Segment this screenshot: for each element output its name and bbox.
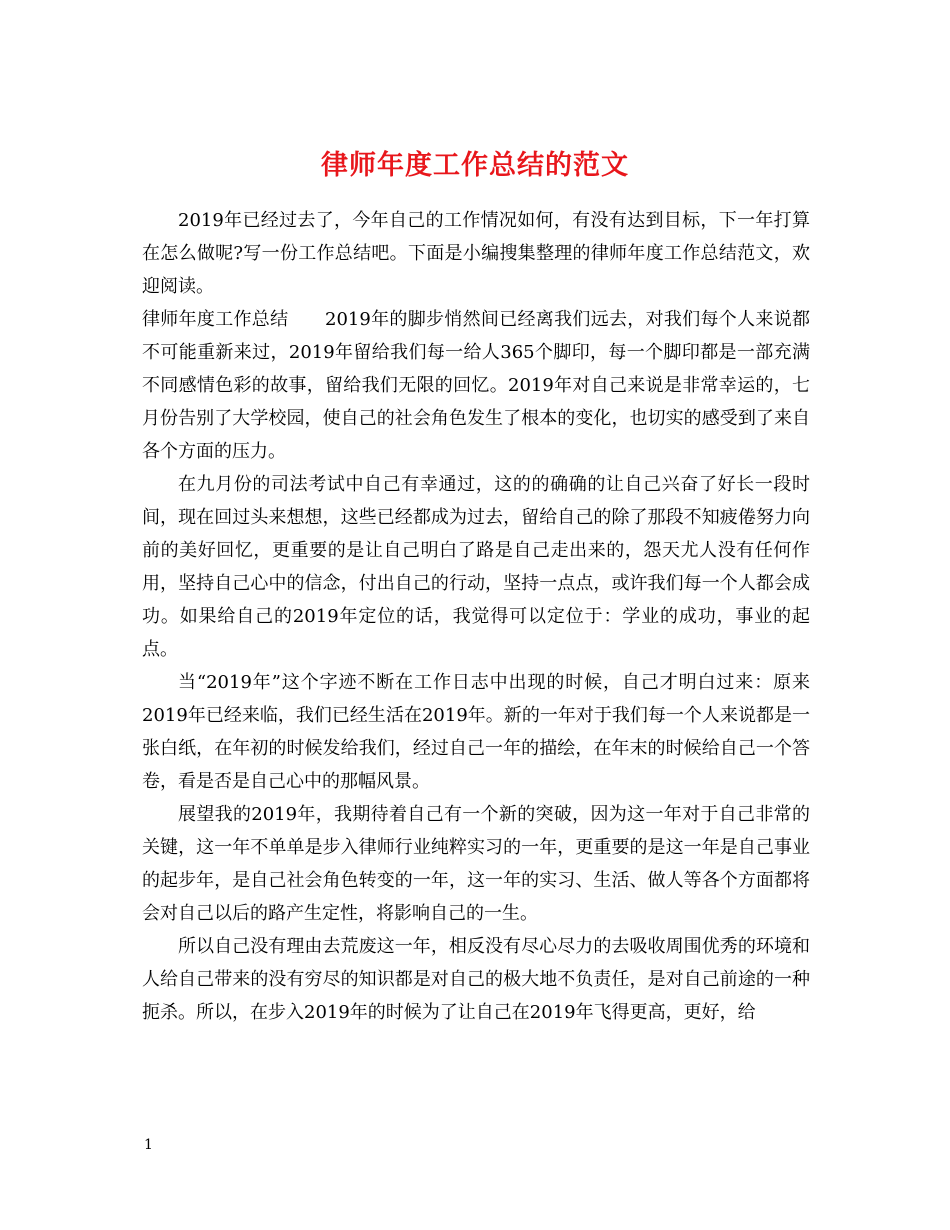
paragraph-new-year: 当“2019年”这个字迹不断在工作日志中出现的时候，自己才明白过来：原来2019年已经来临，我们已经生活在2019年。新的一年对于我们每一个人来说都是一张白纸，在年初的时候发给我们，经过自己一年的描绘，在年末的时候给自己一个答卷，看是否是自己心中的那幅风景。	[142, 672, 810, 792]
paragraph-summary-heading: 律师年度工作总结 2019年的脚步悄然间已经离我们远去，对我们每个人来说都不可能重新来过，2019年留给我们每一给人365个脚印，每一个脚印都是一部充满不同感情色彩的故事，留给我们无限的回忆。2019年对自己来说是非常幸运的，七月份告别了大学校园，使自己的社会角色发生了根本的变化，也切实的感受到了来自各个方面的压力。	[142, 309, 810, 462]
paragraph-exam: 在九月份的司法考试中自己有幸通过，这的的确确的让自己兴奋了好长一段时间，现在回过头来想想，这些已经都成为过去，留给自己的除了那段不知疲倦努力向前的美好回忆，更重要的是让自己明白了路是自己走出来的，怨天尤人没有任何作用，坚持自己心中的信念，付出自己的行动，坚持一点点，或许我们每一个人都会成功。如果给自己的2019年定位的话，我觉得可以定位于：学业的成功，事业的起点。	[142, 474, 810, 660]
paragraph-intro: 2019年已经过去了，今年自己的工作情况如何，有没有达到目标，下一年打算在怎么做呢?写一份工作总结吧。下面是小编搜集整理的律师年度工作总结范文，欢迎阅读。	[142, 210, 810, 297]
document-title: 律师年度工作总结的范文	[321, 150, 629, 182]
paragraph-conclusion: 所以自己没有理由去荒废这一年，相反没有尽心尽力的去吸收周围优秀的环境和人给自己带来的没有穷尽的知识都是对自己的极大地不负责任，是对自己前途的一种扼杀。所以，在步入2019年的时候为了让自己在2019年飞得更高，更好，给	[142, 936, 810, 1023]
page-number: 1	[144, 1137, 153, 1153]
document-body	[142, 204, 810, 1029]
paragraph-outlook: 展望我的2019年，我期待着自己有一个新的突破，因为这一年对于自己非常的关键，这一年不单单是步入律师行业纯粹实习的一年，更重要的是这一年是自己事业的起步年，是自己社会角色转变的一年，这一年的实习、生活、做人等各个方面都将会对自己以后的路产生定性，将影响自己的一生。	[142, 804, 810, 924]
